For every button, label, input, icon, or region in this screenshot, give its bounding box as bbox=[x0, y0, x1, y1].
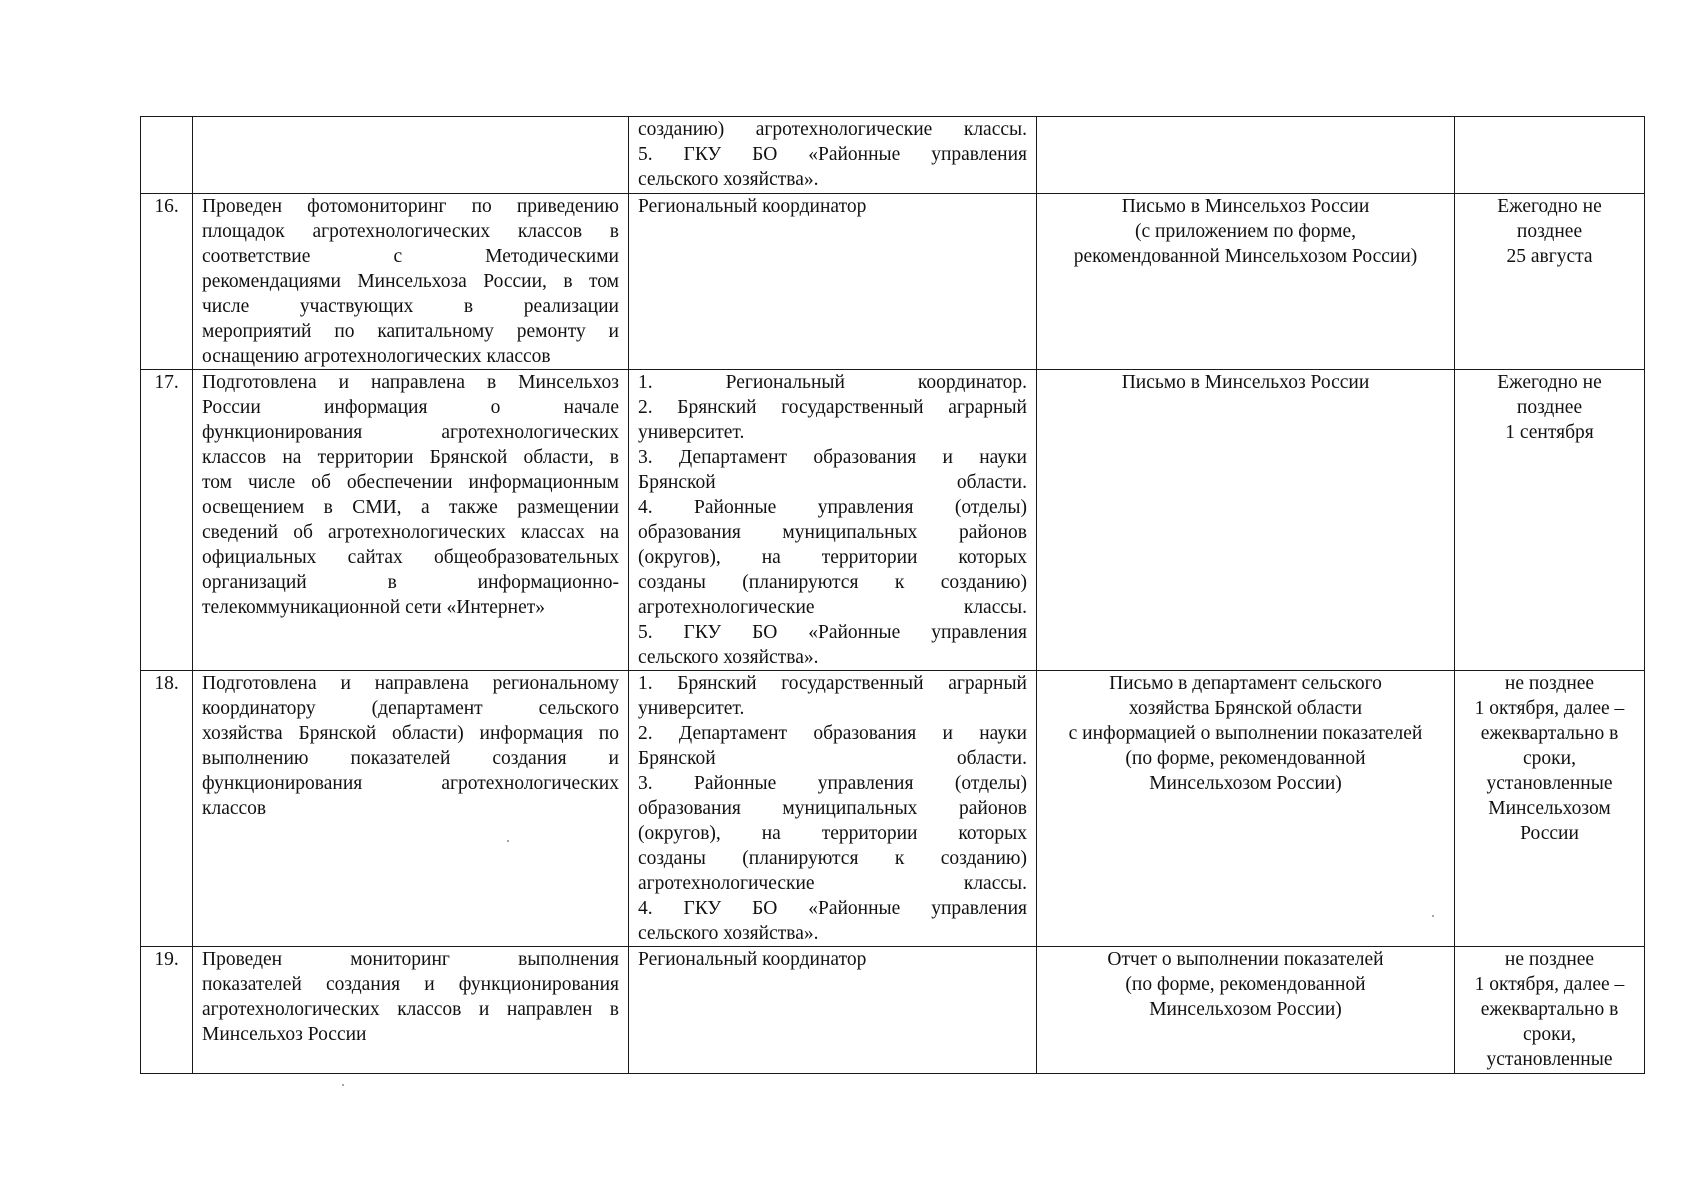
cell-text-line: показателей создания и функционирования bbox=[202, 974, 619, 995]
cell-text-line: 3. Районные управления (отделы) bbox=[638, 773, 1027, 794]
cell-text-line: классов bbox=[202, 798, 267, 819]
document-cell bbox=[1037, 947, 1455, 1074]
cell-text-line: оснащению агротехнологических классов bbox=[202, 346, 551, 367]
cell-text-line: соответствие с Методическими bbox=[202, 246, 619, 267]
cell-text-line: России информация о начале bbox=[202, 397, 619, 418]
responsible-cell bbox=[629, 947, 1037, 1074]
document-cell bbox=[1037, 370, 1455, 671]
cell-text-line: организаций в информационно- bbox=[202, 572, 619, 593]
cell-text-line: сведений об агротехнологических классах на bbox=[202, 522, 619, 543]
table-row bbox=[141, 117, 1645, 194]
cell-text-line: площадок агротехнологических классов в bbox=[202, 221, 619, 242]
event-cell bbox=[193, 194, 629, 370]
cell-text-line: агротехнологические классы. bbox=[638, 873, 1027, 894]
document-cell bbox=[1037, 671, 1455, 947]
cell-text-line: сроки, bbox=[1523, 1024, 1576, 1045]
cell-text-line: Проведен фотомониторинг по приведению bbox=[202, 196, 619, 217]
event-cell bbox=[193, 671, 629, 947]
cell-text-line: не позднее bbox=[1504, 673, 1595, 694]
cell-text-line: 1 октября, далее – bbox=[1474, 974, 1625, 995]
cell-text-line: 1. Региональный координатор. bbox=[638, 372, 1027, 393]
cell-text-line: координатору (департамент сельского bbox=[202, 698, 619, 719]
cell-text-line: Брянской области. bbox=[638, 472, 1027, 493]
cell-text-line: Подготовлена и направлена региональному bbox=[202, 673, 619, 694]
cell-text-line: рекомендациями Минсельхоза России, в том bbox=[202, 271, 619, 292]
cell-text-line: 2. Брянский государственный аграрный bbox=[638, 397, 1027, 418]
document-cell bbox=[1037, 117, 1455, 194]
cell-text-line: освещением в СМИ, а также размещении bbox=[202, 497, 619, 518]
deadline-cell bbox=[1455, 370, 1645, 671]
responsible-cell bbox=[629, 671, 1037, 947]
event-cell bbox=[193, 370, 629, 671]
scan-speck bbox=[1432, 915, 1434, 917]
cell-text-line: Минсельхоз России bbox=[202, 1024, 367, 1045]
cell-text-line: 1 сентября bbox=[1505, 422, 1594, 443]
cell-text-line: Минсельхозом России) bbox=[1149, 999, 1342, 1020]
cell-text-line: Письмо в Минсельхоз России bbox=[1121, 196, 1370, 217]
cell-text-line: установленные bbox=[1486, 773, 1613, 794]
cell-text-line: классов на территории Брянской области, в bbox=[202, 447, 619, 468]
cell-text-line: университет. bbox=[638, 698, 745, 719]
cell-text-line: Проведен мониторинг выполнения bbox=[202, 949, 619, 970]
cell-text-line: ежеквартально в bbox=[1480, 999, 1619, 1020]
cell-text-line: позднее bbox=[1516, 397, 1583, 418]
cell-text-line: ежеквартально в bbox=[1480, 723, 1619, 744]
cell-text-line: хозяйства Брянской области) информация по bbox=[202, 723, 619, 744]
cell-text-line: Подготовлена и направлена в Минсельхоз bbox=[202, 372, 619, 393]
cell-text-line: функционирования агротехнологических bbox=[202, 422, 619, 443]
scan-speck bbox=[342, 1084, 344, 1086]
cell-text-line: 1. Брянский государственный аграрный bbox=[638, 673, 1027, 694]
deadline-cell bbox=[1455, 671, 1645, 947]
cell-text-line: позднее bbox=[1516, 221, 1583, 242]
cell-text-line: выполнению показателей создания и bbox=[202, 748, 619, 769]
document-cell bbox=[1037, 194, 1455, 370]
cell-text-line: Ежегодно не bbox=[1497, 196, 1602, 217]
deadline-cell bbox=[1455, 194, 1645, 370]
cell-text-line: созданию) агротехнологические классы. bbox=[638, 119, 1027, 140]
cell-text-line: функционирования агротехнологических bbox=[202, 773, 619, 794]
table-row bbox=[141, 194, 1645, 370]
cell-text-line: (по форме, рекомендованной bbox=[1125, 974, 1366, 995]
row-number-cell bbox=[141, 117, 193, 194]
cell-text-line: сроки, bbox=[1523, 748, 1576, 769]
cell-text-line: 4. ГКУ БО «Районные управления bbox=[638, 898, 1027, 919]
cell-text-line: не позднее bbox=[1504, 949, 1595, 970]
cell-text-line: России bbox=[1520, 823, 1579, 844]
cell-text-line: Письмо в Минсельхоз России bbox=[1121, 372, 1370, 393]
cell-text-line: Региональный координатор bbox=[638, 949, 867, 970]
cell-text-line: установленные bbox=[1486, 1049, 1613, 1070]
cell-text-line: (с приложением по форме, bbox=[1134, 221, 1357, 242]
row-number-cell: 19. bbox=[141, 947, 193, 1074]
table-row bbox=[141, 370, 1645, 671]
cell-text-line: (по форме, рекомендованной bbox=[1125, 748, 1366, 769]
cell-text-line: 4. Районные управления (отделы) bbox=[638, 497, 1027, 518]
plan-table bbox=[140, 116, 1645, 1074]
deadline-cell bbox=[1455, 947, 1645, 1074]
cell-text-line: образования муниципальных районов bbox=[638, 522, 1027, 543]
scan-speck bbox=[507, 840, 509, 842]
responsible-cell bbox=[629, 370, 1037, 671]
cell-text-line: Письмо в департамент сельского bbox=[1109, 673, 1382, 694]
cell-text-line: том числе об обеспечении информационным bbox=[202, 472, 619, 493]
row-number-cell: 18. bbox=[141, 671, 193, 947]
cell-text-line: 1 октября, далее – bbox=[1474, 698, 1625, 719]
responsible-cell bbox=[629, 117, 1037, 194]
cell-text-line: агротехнологических классов и направлен в bbox=[202, 999, 619, 1020]
cell-text-line: (округов), на территории которых bbox=[638, 547, 1027, 568]
cell-text-line: хозяйства Брянской области bbox=[1128, 698, 1363, 719]
cell-text-line: 2. Департамент образования и науки bbox=[638, 723, 1027, 744]
cell-text-line: агротехнологические классы. bbox=[638, 597, 1027, 618]
cell-text-line: мероприятий по капитальному ремонту и bbox=[202, 321, 619, 342]
cell-text-line: 5. ГКУ БО «Районные управления bbox=[638, 622, 1027, 643]
cell-text-line: рекомендованной Минсельхозом России) bbox=[1073, 246, 1418, 267]
cell-text-line: Минсельхозом bbox=[1488, 798, 1611, 819]
table-row bbox=[141, 671, 1645, 947]
cell-text-line: Ежегодно не bbox=[1497, 372, 1602, 393]
cell-text-line: университет. bbox=[638, 422, 745, 443]
cell-text-line: Минсельхозом России) bbox=[1149, 773, 1342, 794]
cell-text-line: Отчет о выполнении показателей bbox=[1107, 949, 1384, 970]
cell-text-line: 3. Департамент образования и науки bbox=[638, 447, 1027, 468]
row-number-cell: 17. bbox=[141, 370, 193, 671]
cell-text-line: 5. ГКУ БО «Районные управления bbox=[638, 144, 1027, 165]
cell-text-line: Региональный координатор bbox=[638, 196, 867, 217]
cell-text-line: образования муниципальных районов bbox=[638, 798, 1027, 819]
cell-text-line: с информацией о выполнении показателей bbox=[1068, 723, 1423, 744]
cell-text-line: Брянской области. bbox=[638, 748, 1027, 769]
cell-text-line: (округов), на территории которых bbox=[638, 823, 1027, 844]
cell-text-line: телекоммуникационной сети «Интернет» bbox=[202, 597, 546, 618]
cell-text-line: 25 августа bbox=[1506, 246, 1593, 267]
cell-text-line: сельского хозяйства». bbox=[638, 647, 819, 668]
deadline-cell bbox=[1455, 117, 1645, 194]
cell-text-line: официальных сайтах общеобразовательных bbox=[202, 547, 619, 568]
cell-text-line: созданы (планируются к созданию) bbox=[638, 848, 1027, 869]
event-cell bbox=[193, 117, 629, 194]
cell-text-line: сельского хозяйства». bbox=[638, 169, 819, 190]
table-row bbox=[141, 947, 1645, 1074]
cell-text-line: сельского хозяйства». bbox=[638, 923, 819, 944]
event-cell bbox=[193, 947, 629, 1074]
cell-text-line: числе участвующих в реализации bbox=[202, 296, 619, 317]
responsible-cell bbox=[629, 194, 1037, 370]
cell-text-line: созданы (планируются к созданию) bbox=[638, 572, 1027, 593]
row-number-cell: 16. bbox=[141, 194, 193, 370]
